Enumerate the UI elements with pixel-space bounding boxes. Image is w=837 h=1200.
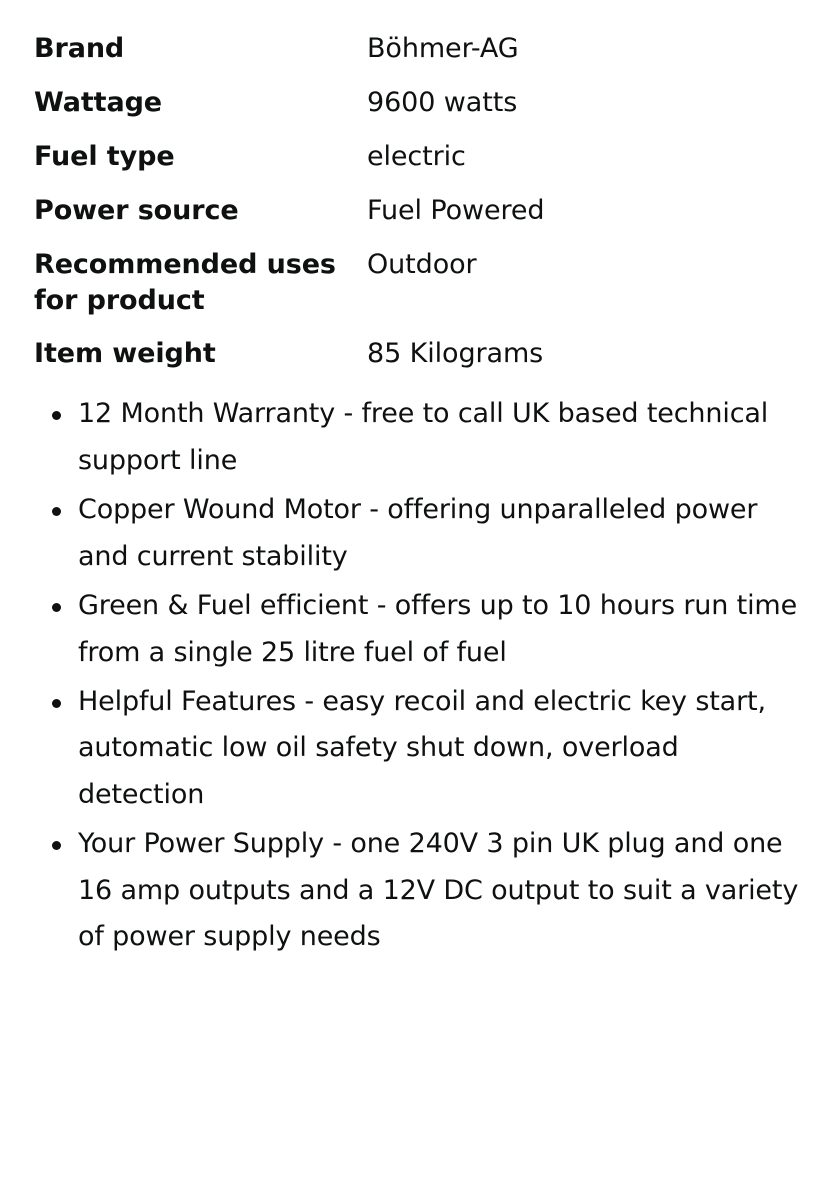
list-item: 12 Month Warranty - free to call UK based technical support line: [34, 391, 803, 484]
table-row: [34, 238, 803, 328]
table-row: [34, 76, 803, 130]
spec-key-wattage: Wattage: [34, 86, 163, 118]
spec-value-power-source: Fuel Powered: [367, 194, 545, 226]
spec-key-fuel-type: Fuel type: [34, 140, 175, 172]
table-row: [34, 184, 803, 238]
spec-table-body: [34, 22, 803, 381]
list-item: Helpful Features - easy recoil and electric key start, automatic low oil safety shut down, overload detection: [34, 679, 803, 818]
product-specification-table: [34, 22, 803, 381]
spec-key-recommended-uses: Recommended uses for product: [34, 248, 336, 316]
spec-value-item-weight: 85 Kilograms: [367, 338, 544, 370]
spec-key-power-source: Power source: [34, 194, 239, 226]
list-item: Your Power Supply - one 240V 3 pin UK plug and one 16 amp outputs and a 12V DC output to suit a variety of power supply needs: [34, 821, 803, 960]
list-item: Copper Wound Motor - offering unparalleled power and current stability: [34, 487, 803, 580]
list-item: Green & Fuel efficient - offers up to 10 hours run time from a single 25 litre fuel of fuel: [34, 583, 803, 676]
spec-key-brand: Brand: [34, 33, 125, 64]
spec-value-brand: Böhmer-AG: [367, 33, 519, 64]
spec-value-fuel-type: electric: [367, 140, 466, 172]
table-row: [34, 22, 803, 76]
spec-value-recommended-uses: Outdoor: [367, 248, 477, 280]
product-feature-list: [34, 391, 803, 960]
spec-key-item-weight: Item weight: [34, 338, 216, 370]
table-row: [34, 327, 803, 381]
spec-value-wattage: 9600 watts: [367, 86, 518, 118]
table-row: [34, 130, 803, 184]
